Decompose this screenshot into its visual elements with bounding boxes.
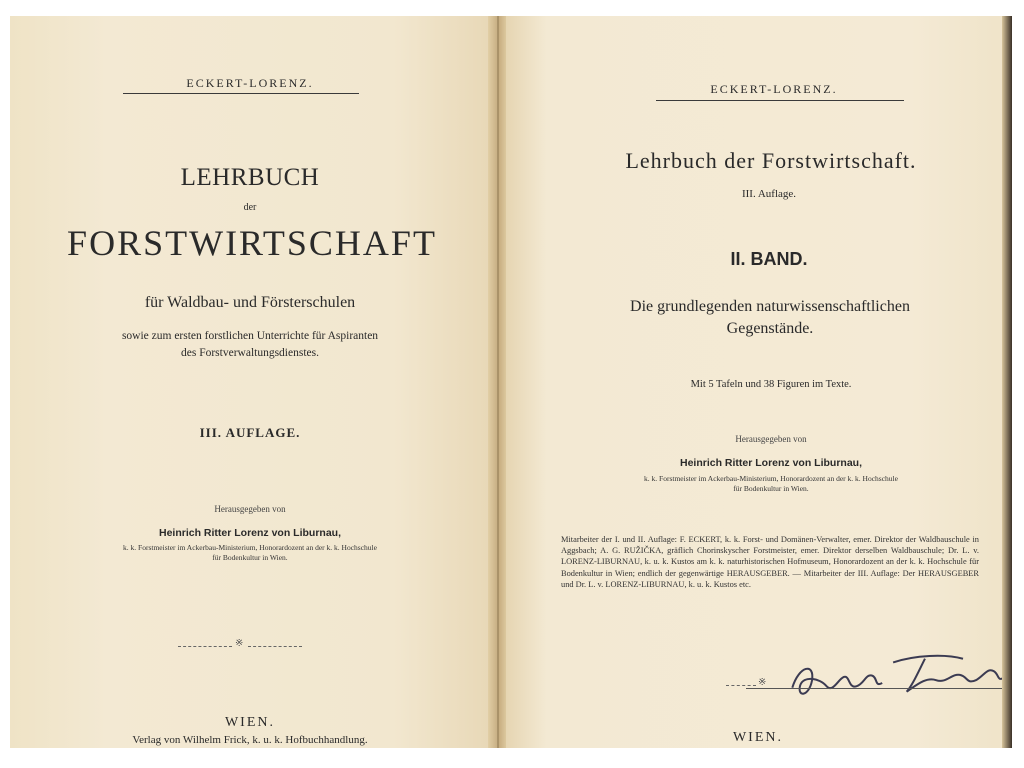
edition: III. AUFLAGE. [199,425,301,440]
book-spread [10,16,1012,748]
subtitle-line-1: sowie zum ersten forstlichen Unterrichte für Aspiranten [121,330,379,342]
editor-intro: Herausgegeben von [735,434,807,444]
volume: II. BAND. [730,249,808,269]
ornament-icon: ※ [758,677,767,688]
volume-title-1: Die grundlegenden naturwissenschaftlichen [630,298,910,315]
ornament-icon: ※ [235,638,244,649]
editor-description-1: k. k. Forstmeister im Ackerbau-Ministerium, Honorardozent an der k. k. Hochschule [644,474,898,483]
publication-city: WIEN. [224,715,276,730]
publication-city: WIEN. [732,730,784,745]
divider-left-part [726,685,756,687]
editor-description-2: für Bodenkultur in Wien. [212,553,288,562]
publisher: Verlag von Wilhelm Frick, k. u. k. Hofbuchhandlung. [132,734,368,746]
title-der: der [243,202,257,213]
title-lehrbuch: LEHRBUCH [180,164,320,191]
edition: III. Auflage. [741,188,797,200]
series-name: ECKERT-LORENZ. [710,82,838,96]
contributors-note: Mitarbeiter der I. und II. Auflage: F. ECKERT, k. k. Forst- und Domänen-Verwalter, emer. Direktor der Waldbauschule in Aggsbach; A. G. RUŽIČKA, gräflich Chorinskyscher Forstmeister, emer. Direktor derselben Waldbauschule; Dr. L. v. LORENZ-LIBURNAU, k. u. k. Kustos am k. k. naturhistorischen Hofmuseum, Honorardozent an der k. k. Hochschule für Bodenkultur in Wien; endlich der gegenwärtige HERAUSGEBER. — Mitarbeiter der III. Auflage: Der HERAUSGEBER und Dr. L. v. LORENZ-LIBURNAU, k. u. k. Kustos etc. [561,535,979,589]
handwritten-signature [785,646,1012,712]
left-title-page [10,16,490,748]
signature-line [746,688,1012,689]
divider-left-part [178,646,232,648]
book-edge [1002,16,1012,748]
book-title: Lehrbuch der Forstwirtschaft. [625,148,917,173]
signature-icon [785,646,1012,704]
right-title-page [506,16,1012,748]
volume-title-2: Gegenstände. [726,320,814,337]
series-underline [123,93,359,94]
book-gutter [488,16,508,748]
subtitle: für Waldbau- und Försterschulen [144,294,356,311]
title-forstwirtschaft: FORSTWIRTSCHAFT [67,223,437,263]
plates-note: Mit 5 Tafeln und 38 Figuren im Texte. [690,379,852,390]
subtitle-line-2: des Forstverwaltungsdienstes. [181,347,319,359]
divider-right-part [248,646,302,648]
series-underline [656,100,904,101]
series-name: ECKERT-LORENZ. [186,76,314,90]
editor-description-2: für Bodenkultur in Wien. [733,484,809,493]
editor-name: Heinrich Ritter Lorenz von Liburnau, [158,527,341,539]
editor-name: Heinrich Ritter Lorenz von Liburnau, [679,457,862,469]
editor-intro: Herausgegeben von [214,504,286,514]
editor-description-1: k. k. Forstmeister im Ackerbau-Ministerium, Honorardozent an der k. k. Hochschule [123,543,377,552]
